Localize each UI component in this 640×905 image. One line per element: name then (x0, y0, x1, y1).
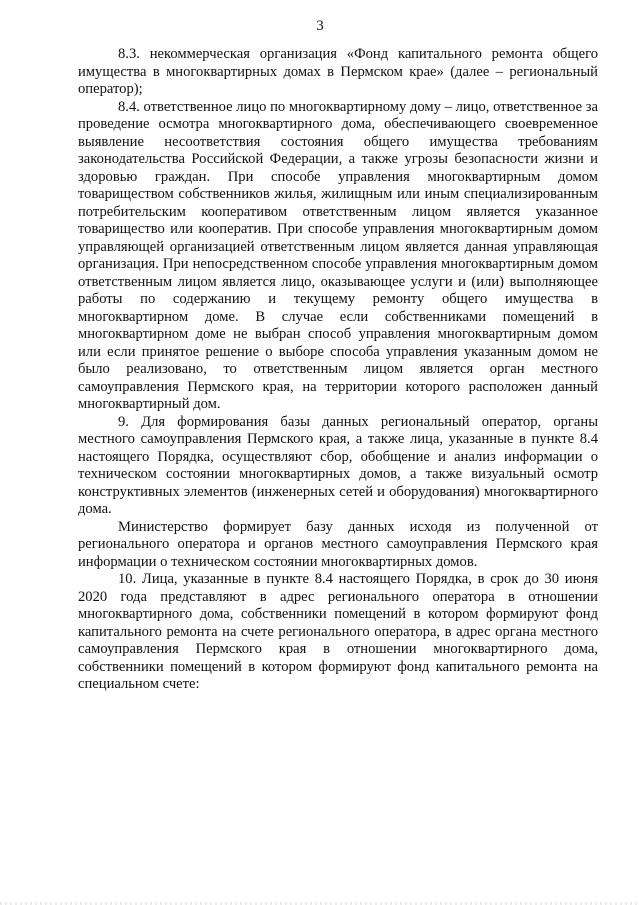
paragraph-9: 9. Для формирования базы данных региональный оператор, органы местного самоуправления Пермского края, а также лица, указанные в пункте 8.4 настоящего Порядка, осуществляют сбор, обобщение и анализ информации о техническом состоянии многоквартирных домов, а также визуальный осмотр конструктивных элементов (инженерных сетей и оборудования) многоквартирного дома. (78, 413, 598, 517)
paragraph-8-3: 8.3. некоммерческая организация «Фонд капитального ремонта общего имущества в многоквартирных домах в Пермском крае» (далее – региональный оператор); (78, 46, 598, 97)
document-body (78, 46, 598, 694)
page-number: 3 (316, 18, 324, 34)
paragraph-8-4: 8.4. ответственное лицо по многоквартирному дому – лицо, ответственное за проведение осмотра многоквартирного дома, обеспечивающего своевременное выявление несоответствия состояния общего имущества требованиям законодательства Российской Федерации, а также угрозы безопасности жизни и здоровью граждан. При способе управления многоквартирным домом товариществом собственников жилья, жилищным или иным специализированным потребительским кооперативом ответственным лицом является указанное товарищество или кооператив. При способе управления многоквартирным домом управляющей организацией ответственным лицом является данная управляющая организация. При непосредственном способе управления многоквартирным домом ответственным лицом является лицо, оказывающее услуги и (или) выполняющее работы по содержанию и текущему ремонту общего имущества в многоквартирном доме. В случае если собственниками помещений в многоквартирном доме не выбран способ управления многоквартирным домом или если принятое решение о выборе способа управления указанным домом не было реализовано, то ответственным лицом является орган местного самоуправления Пермского края, на территории которого расположен данный многоквартирный дом. (78, 98, 598, 412)
paragraph-10: 10. Лица, указанные в пункте 8.4 настоящего Порядка, в срок до 30 июня 2020 года представляют в адрес регионального оператора в отношении многоквартирного дома, собственники помещений в котором формируют фонд капитального ремонта на счете регионального оператора, в адрес органа местного самоуправления Пермского края в отношении многоквартирного дома, собственники помещений в котором формируют фонд капитального ремонта на специальном счете: (78, 571, 598, 692)
paragraph-ministry: Министерство формирует базу данных исходя из полученной от регионального оператора и органов местного самоуправления Пермского края информации о техническом состоянии многоквартирных домов. (78, 518, 598, 570)
